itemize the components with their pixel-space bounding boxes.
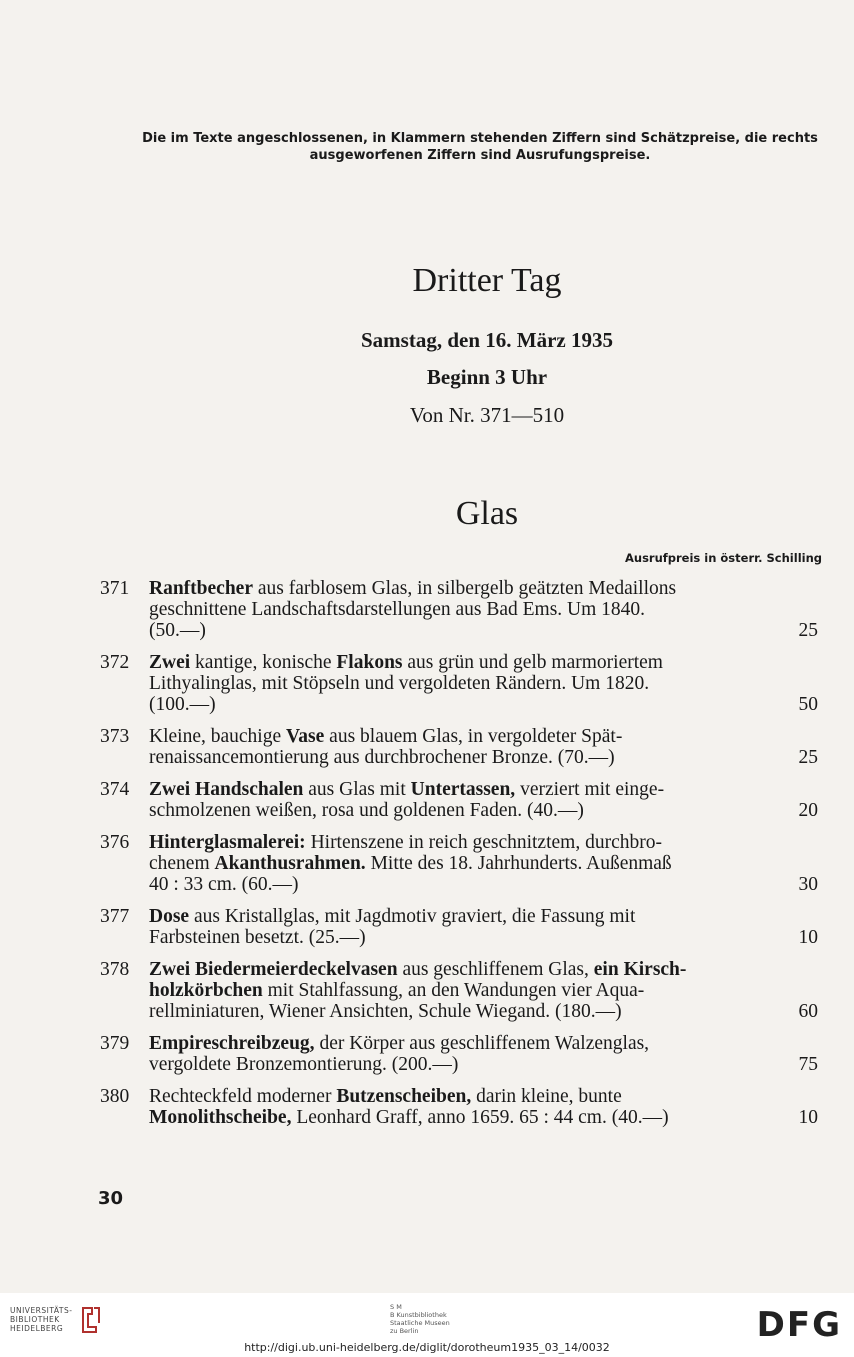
lot-text: geschnittene Landschaftsdarstellungen aus Bad Ems. Um 1840. [149, 599, 646, 620]
lot-price: 30 [798, 874, 818, 895]
lot-keyword: Ranftbecher [149, 578, 253, 599]
lot-text: aus geschliffenem Glas, [397, 959, 594, 980]
lot-price: 10 [798, 927, 818, 948]
lot-number: 376 [100, 832, 130, 853]
lot-text: Kleine, bauchige [149, 726, 286, 747]
lot-text: aus Kristallglas, mit Jagdmotiv graviert, die Fassung mit [189, 906, 636, 927]
lot-keyword: Butzenscheiben, [336, 1086, 472, 1107]
lot-text: aus Glas mit [303, 779, 411, 800]
lot-text: rellminiaturen, Wiener Ansichten, Schule Wiegand. (180.—) [149, 1001, 622, 1022]
university-library-label[interactable] [10, 1306, 72, 1333]
lot-text: Leonhard Graff, anno 1659. 65 : 44 cm. (40.—) [291, 1107, 669, 1128]
lot-text: Lithyalinglas, mit Stöpseln und vergoldeten Rändern. Um 1820. [149, 673, 650, 694]
lot-text: mit Stahlfassung, an den Wandungen vier Aqua- [262, 980, 645, 1001]
lot-price: 25 [798, 620, 818, 641]
lot-text: aus grün und gelb marmoriertem [402, 652, 663, 673]
lot-price: 60 [798, 1001, 818, 1022]
lot-text: Farbsteinen besetzt. (25.—) [149, 927, 366, 948]
ub-line-3: HEIDELBERG [10, 1324, 64, 1333]
lot-text: aus farblosem Glas, in silbergelb geätzten Medaillons [252, 578, 677, 599]
lot-number: 373 [100, 726, 130, 747]
lot-keyword: Empireschreibzeug, [149, 1033, 315, 1054]
lot-price: 20 [798, 800, 818, 821]
lot-description [149, 779, 818, 821]
lot-text: (100.—) [149, 694, 216, 715]
lot-list [100, 578, 818, 1139]
stamp-line-4: zu Berlin [390, 1327, 419, 1335]
lot-number: 374 [100, 779, 130, 800]
lot-keyword: Akanthusrahmen. [214, 853, 366, 874]
dfg-logo[interactable]: DFG [756, 1305, 842, 1345]
lot-keyword: Monolithscheibe, [149, 1107, 292, 1128]
lot-keyword: Zwei [149, 652, 191, 673]
lot-entry [100, 906, 818, 948]
lot-text: aus blauem Glas, in vergoldeter Spät- [324, 726, 623, 747]
lot-keyword: Hinterglasmalerei: [149, 832, 306, 853]
lot-text: schmolzenen weißen, rosa und goldenen Faden. (40.—) [149, 800, 584, 821]
lot-text: Rechteckfeld moderner [149, 1086, 337, 1107]
lot-number: 377 [100, 906, 130, 927]
lot-number: 372 [100, 652, 130, 673]
lot-description [149, 959, 818, 1022]
lot-entry [100, 1033, 818, 1075]
library-stamp [390, 1303, 450, 1335]
lot-price: 50 [798, 694, 818, 715]
lot-keyword: Vase [286, 726, 325, 747]
lot-entry [100, 832, 818, 895]
lot-text: der Körper aus geschliffenem Walzenglas, [314, 1033, 650, 1054]
lot-entry [100, 959, 818, 1022]
lot-entry [100, 779, 818, 821]
lot-text: Mitte des 18. Jahrhunderts. Außenmaß [365, 853, 672, 874]
lot-text: renaissancemontierung aus durchbrochener Bronze. (70.—) [149, 747, 615, 768]
stamp-line-3: Staatliche Museen [390, 1319, 450, 1327]
lot-description [149, 1086, 818, 1128]
day-title: Dritter Tag [412, 262, 562, 299]
stamp-line-1: S M [390, 1303, 402, 1311]
page-url-link[interactable]: http://digi.ub.uni-heidelberg.de/diglit/dorotheum1935_03_14/0032 [244, 1341, 610, 1354]
lot-price: 75 [798, 1054, 818, 1075]
lot-text: 40 : 33 cm. (60.—) [149, 874, 299, 895]
ub-line-2: BIBLIOTHEK [10, 1315, 60, 1324]
lot-description [149, 578, 818, 641]
lot-entry [100, 1086, 818, 1128]
lot-keyword: holzkörbchen [149, 980, 263, 1001]
lot-number: 380 [100, 1086, 130, 1107]
lot-text: verziert mit einge- [515, 779, 665, 800]
lot-keyword: Dose [149, 906, 190, 927]
auction-date: Samstag, den 16. März 1935 [361, 328, 613, 352]
lot-entry [100, 726, 818, 768]
lot-text: (50.—) [149, 620, 206, 641]
lot-description [149, 1033, 818, 1075]
lot-price: 25 [798, 747, 818, 768]
lot-range: Von Nr. 371—510 [409, 403, 565, 427]
start-time: Beginn 3 Uhr [426, 365, 548, 389]
lot-entry [100, 652, 818, 715]
university-logo-icon [80, 1305, 102, 1335]
lot-keyword: Flakons [336, 652, 403, 673]
stamp-line-2: B Kunstbibliothek [390, 1311, 447, 1319]
lot-description [149, 832, 818, 895]
page-number: 30 [98, 1188, 124, 1209]
lot-description [149, 652, 818, 715]
price-explanation-note [130, 130, 830, 164]
lot-text: chenem [149, 853, 215, 874]
lot-number: 371 [100, 578, 130, 599]
lot-keyword: Zwei Handschalen [149, 779, 304, 800]
lot-entry [100, 578, 818, 641]
lot-description [149, 906, 818, 948]
footer-bar [0, 1293, 854, 1357]
price-column-note: Ausrufpreis in österr. Schilling [624, 551, 822, 565]
lot-text: kantige, konische [190, 652, 337, 673]
ub-line-1: UNIVERSITÄTS- [10, 1306, 73, 1315]
lot-text: Hirtenszene in reich geschnitztem, durchbro- [305, 832, 662, 853]
note-line-2: ausgeworfenen Ziffern sind Ausrufungspreise. [309, 148, 651, 163]
note-line-1: Die im Texte angeschlossenen, in Klammern stehenden Ziffern sind Schätzpreise, die rechts [142, 131, 818, 146]
lot-number: 378 [100, 959, 130, 980]
lot-text: darin kleine, bunte [471, 1086, 622, 1107]
lot-text: vergoldete Bronzemontierung. (200.—) [149, 1054, 459, 1075]
section-title: Glas [455, 495, 519, 532]
lot-keyword: ein Kirsch- [593, 959, 687, 980]
lot-keyword: Zwei Biedermeierdeckelvasen [149, 959, 398, 980]
lot-keyword: Untertassen, [410, 779, 516, 800]
lot-number: 379 [100, 1033, 130, 1054]
lot-price: 10 [798, 1107, 818, 1128]
lot-description [149, 726, 818, 768]
